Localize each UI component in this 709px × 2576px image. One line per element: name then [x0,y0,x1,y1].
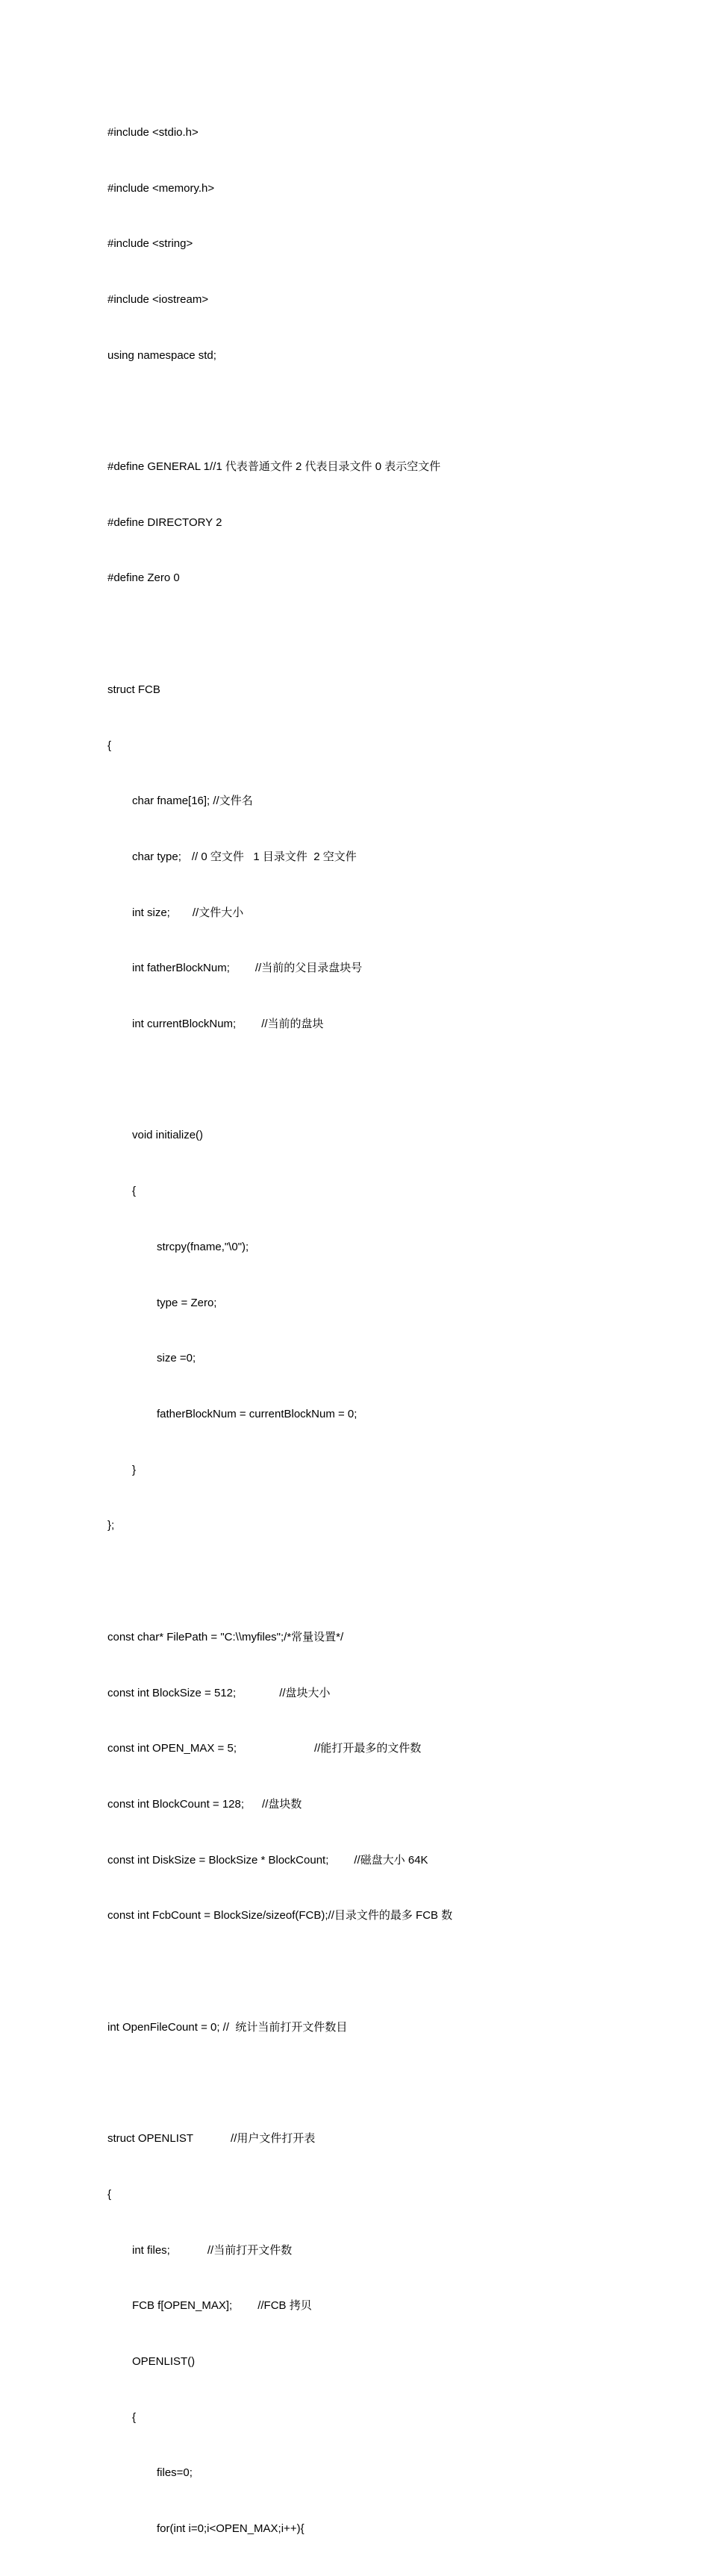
code-comment: //能打开最多的文件数 [314,1742,422,1755]
code-line: #include <iostream> [107,292,209,306]
code-line: { [132,1185,137,1198]
code-line: #define DIRECTORY 2 [107,515,222,529]
code-line: int currentBlockNum; //当前的盘块 [107,1015,452,1034]
code-line: } [132,1463,137,1476]
code-line: int files; //当前打开文件数 [107,2242,452,2260]
code-line: void initialize() [132,1129,204,1142]
code-line: const char* FilePath = "C:\\myfiles";/*常量设置*/ [107,1630,344,1643]
code-comment: //当前打开文件数 [207,2243,293,2257]
blank-line [107,1963,452,1981]
code-line: type = Zero; [157,1296,217,1309]
code-line: #define Zero 0 [107,571,180,585]
code-line: { [107,2187,112,2201]
code-line: #include <string> [107,237,193,251]
code-line: struct FCB [107,683,160,696]
code-line: }; [107,1519,115,1532]
blank-line [107,1573,452,1591]
code-line: struct OPENLIST //用户文件打开表 [107,2130,452,2149]
code-comment: //文件大小 [192,906,244,919]
code-comment: // 0 空文件 1 目录文件 2 空文件 [191,850,357,863]
code-line: const int BlockCount = 128; //盘块数 [107,1796,452,1814]
code-line: char type; // 0 空文件 1 目录文件 2 空文件 [107,848,452,867]
code-comment: //用户文件打开表 [231,2132,316,2146]
code-comment: //当前的父目录盘块号 [254,962,363,975]
code-line: { [107,739,112,752]
code-line: files=0; [157,2466,193,2480]
code-line: strcpy(fname,"\0"); [157,1240,249,1253]
blank-line [107,625,452,644]
code-line: using namespace std; [107,348,216,362]
code-line: OPENLIST() [132,2354,196,2368]
code-line: #include <stdio.h> [107,125,199,139]
code-comment: //FCB 拷贝 [257,2299,312,2313]
code-line: const int DiskSize = BlockSize * BlockCount; //磁盘大小 64K [107,1852,452,1870]
code-line: int OpenFileCount = 0; // 统计当前打开文件数目 [107,2020,348,2034]
code-line: for(int i=0;i<OPEN_MAX;i++){ [157,2522,304,2536]
code-line: #include <memory.h> [107,181,215,195]
code-line: #define GENERAL 1//1 代表普通文件 2 代表目录文件 0 表示空文件 [107,460,441,474]
code-comment: //盘块数 [262,1797,302,1811]
code-comment: //磁盘大小 64K [354,1853,428,1867]
blank-line [107,402,452,421]
code-line: int fatherBlockNum; //当前的父目录盘块号 [107,959,452,978]
code-line: char fname[16]; //文件名 [132,795,253,808]
code-comment: //盘块大小 [279,1686,331,1699]
code-block [107,87,452,2576]
blank-line [107,1071,452,1090]
code-line: const int OPEN_MAX = 5; //能打开最多的文件数 [107,1740,452,1758]
code-line: fatherBlockNum = currentBlockNum = 0; [157,1407,357,1420]
code-line: { [132,2410,137,2424]
code-line: int size; //文件大小 [107,904,452,923]
code-line: size =0; [157,1352,196,1365]
code-line: const int FcbCount = BlockSize/sizeof(FCB);//目录文件的最多 FCB 数 [107,1909,453,1922]
code-line: const int BlockSize = 512; //盘块大小 [107,1685,452,1703]
code-line: FCB f[OPEN_MAX]; //FCB 拷贝 [107,2297,452,2316]
blank-line [107,2074,452,2093]
code-comment: //当前的盘块 [261,1018,324,1031]
